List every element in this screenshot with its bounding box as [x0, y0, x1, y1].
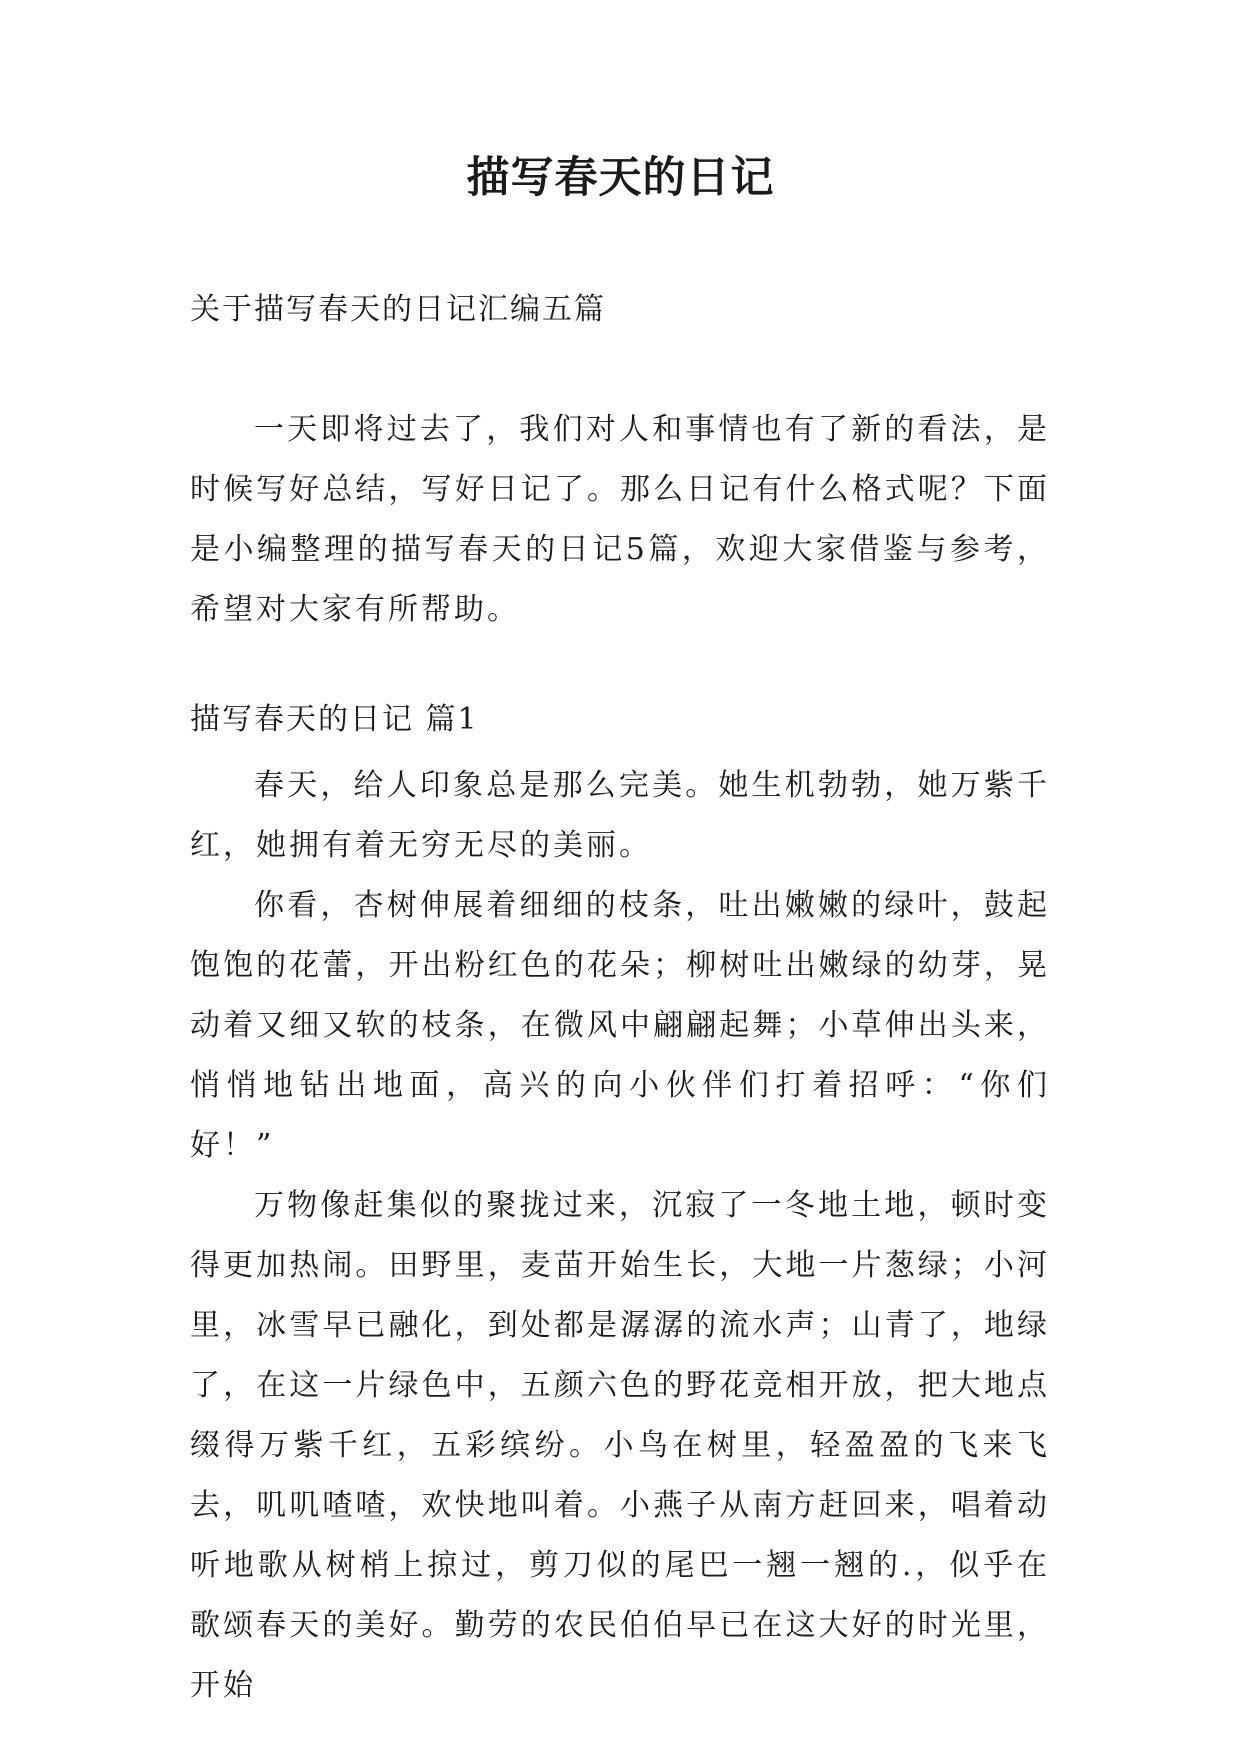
body-paragraph: 你看，杏树伸展着细细的枝条，吐出嫩嫩的绿叶，鼓起饱饱的花蕾，开出粉红色的花朵；柳树吐出嫩绿的幼芽，晃动着又细又软的枝条，在微风中翩翩起舞；小草伸出头来，悄悄地钻出地面，高兴的向小伙伴们打着招呼：“你们好！” — [190, 888, 1050, 1163]
document-subtitle: 关于描写春天的日记汇编五篇 — [190, 292, 606, 327]
section-heading: 描写春天的日记 篇1 — [190, 702, 479, 737]
intro-block — [190, 400, 1050, 640]
document-title: 描写春天的日记 — [466, 153, 775, 203]
intro-paragraph: 一天即将过去了，我们对人和事情也有了新的看法，是时候写好总结，写好日记了。那么日记有什么格式呢？下面是小编整理的描写春天的日记5篇，欢迎大家借鉴与参考，希望对大家有所帮助。 — [190, 412, 1050, 627]
section-body — [190, 756, 1050, 1716]
body-paragraph: 春天，给人印象总是那么完美。她生机勃勃，她万紫千红，她拥有着无穷无尽的美丽。 — [190, 768, 1050, 863]
body-paragraph: 万物像赶集似的聚拢过来，沉寂了一冬地土地，顿时变得更加热闹。田野里，麦苗开始生长，大地一片葱绿；小河里，冰雪早已融化，到处都是潺潺的流水声；山青了，地绿了，在这一片绿色中，五颜六色的野花竞相开放，把大地点缀得万紫千红，五彩缤纷。小鸟在树里，轻盈盈的飞来飞去，叽叽喳喳，欢快地叫着。小燕子从南方赶回来，唱着动听地歌从树梢上掠过，剪刀似的尾巴一翘一翘的.，似乎在歌颂春天的美好。勤劳的农民伯伯早已在这大好的时光里，开始 — [190, 1188, 1050, 1703]
